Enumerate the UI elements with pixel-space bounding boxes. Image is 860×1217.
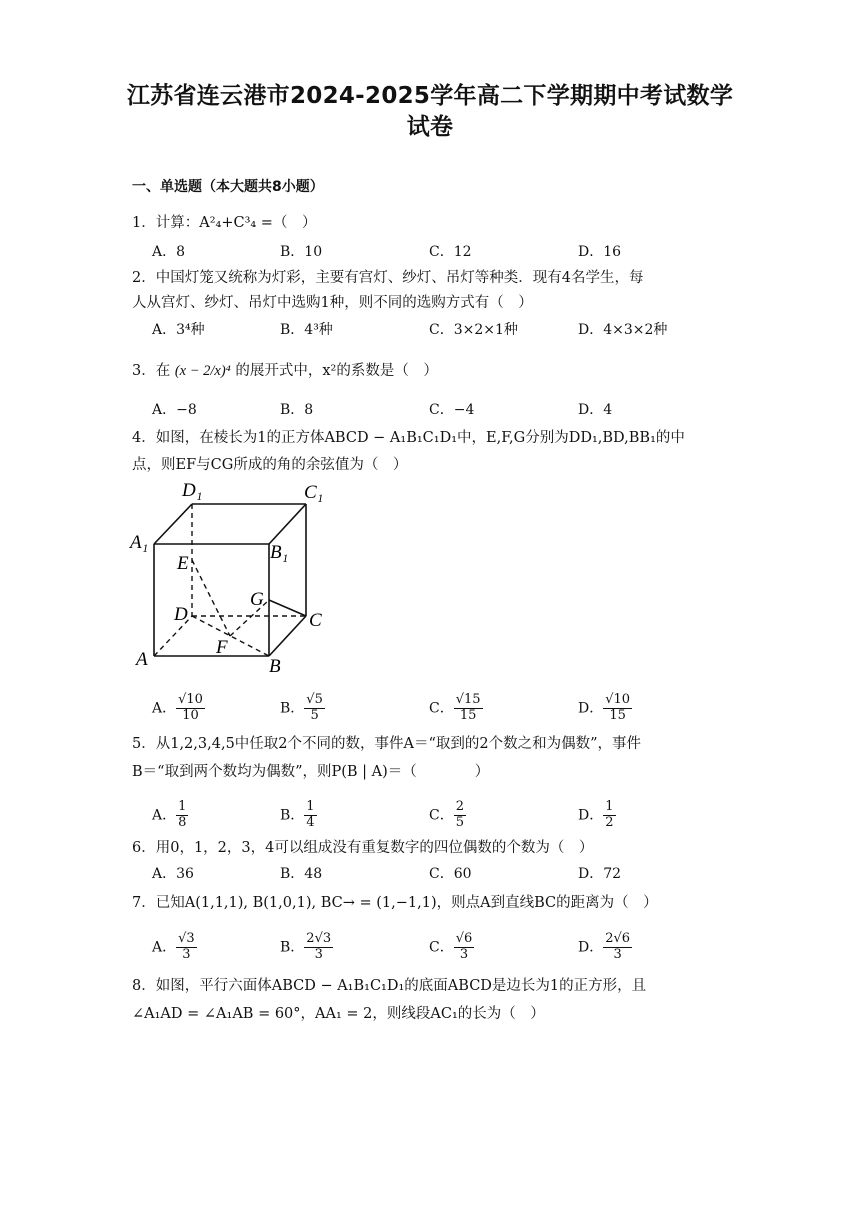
question-4-options (152, 692, 712, 723)
vertex-label-d1: D₁ (182, 480, 203, 501)
option-b: B． $\frac{1}{4}$ (280, 799, 315, 830)
question-3-prefix: 3．在 (132, 363, 171, 379)
point-label-f: F (216, 637, 228, 658)
question-2-line2: 人从宫灯、纱灯、吊灯中选购1种，则不同的选购方式有（ ） (132, 295, 533, 311)
exam-title-line2: 试卷 (406, 114, 454, 140)
option-b: B．4³种 (280, 322, 333, 338)
question-1: 1．计算：A²₄+C³₄ =（ ） (132, 215, 317, 231)
section-heading: 一、单选题（本大题共8小题） (132, 179, 324, 195)
vertex-label-a: A (136, 649, 148, 670)
question-4-line1: 4．如图，在棱长为1的正方体ABCD − A₁B₁C₁D₁中，E,F,G分别为DD₁,BD,BB₁的中 (132, 430, 685, 446)
vertex-label-b: B (269, 656, 281, 677)
option-d: D． $\frac{√10}{15}$ (578, 692, 631, 723)
option-d: D． $\frac{1}{2}$ (578, 799, 614, 830)
exam-title-line1: 江苏省连云港市2024-2025学年高二下学期期中考试数学 (126, 83, 734, 109)
option-a: A．36 (152, 866, 194, 882)
question-3-expression: (x − 2/x)⁴ (174, 363, 231, 379)
question-7-options (152, 931, 712, 962)
question-3-suffix: 的展开式中，x²的系数是（ ） (235, 363, 438, 379)
vertex-label-a1: A₁ (130, 532, 149, 553)
option-d: D．72 (578, 866, 622, 882)
question-2-line1: 2．中国灯笼又统称为灯彩，主要有宫灯、纱灯、吊灯等种类．现有4名学生，每 (132, 270, 644, 286)
option-c: C．12 (429, 244, 472, 260)
option-b: B． $\frac{√5}{5}$ (280, 692, 323, 723)
cube-figure (128, 478, 338, 678)
option-a: A．3⁴种 (152, 322, 205, 338)
option-d: D．4 (578, 402, 613, 418)
option-c: C．60 (429, 866, 472, 882)
point-label-g: G (250, 589, 264, 610)
option-a: A．8 (152, 244, 186, 260)
question-5-line1: 5．从1,2,3,4,5中任取2个不同的数，事件A＝“取到的2个数之和为偶数”，事件 (132, 736, 642, 752)
option-b: B． $\frac{2√3}{3}$ (280, 931, 332, 962)
question-5-options (152, 799, 712, 830)
option-c: C．3×2×1种 (429, 322, 518, 338)
question-8-line1: 8．如图，平行六面体ABCD − A₁B₁C₁D₁的底面ABCD是边长为1的正方形，且 (132, 978, 647, 994)
question-5-line2: B＝“取到两个数均为偶数”，则P(B | A)＝（ ） (132, 764, 490, 780)
question-4-line2: 点，则EF与CG所成的角的余弦值为（ ） (132, 457, 408, 473)
option-d: D．16 (578, 244, 622, 260)
option-c: C． $\frac{√6}{3}$ (429, 931, 473, 962)
question-3-options (152, 399, 712, 423)
option-b: B．8 (280, 402, 314, 418)
vertex-label-b1: B₁ (270, 542, 289, 563)
question-2-options (152, 319, 712, 343)
question-1-options (152, 241, 712, 265)
option-c: C．−4 (429, 402, 475, 418)
question-8-line2: ∠A₁AD = ∠A₁AB = 60°，AA₁ = 2，则线段AC₁的长为（ ） (132, 1006, 545, 1022)
point-label-e: E (177, 553, 189, 574)
option-b: B．10 (280, 244, 323, 260)
vertex-label-d: D (174, 604, 188, 625)
question-6: 6．用0，1，2，3，4可以组成没有重复数字的四位偶数的个数为（ ） (132, 840, 594, 856)
option-c: C． $\frac{2}{5}$ (429, 799, 464, 830)
question-6-options (152, 863, 712, 887)
option-a: A． $\frac{1}{8}$ (152, 799, 187, 830)
option-c: C． $\frac{√15}{15}$ (429, 692, 481, 723)
option-d: D． $\frac{2√6}{3}$ (578, 931, 631, 962)
option-a: A． $\frac{√3}{3}$ (152, 931, 195, 962)
vertex-label-c1: C₁ (304, 482, 324, 503)
option-a: A．−8 (152, 402, 197, 418)
option-a: A． $\frac{√10}{10}$ (152, 692, 203, 723)
question-3 (132, 359, 438, 380)
question-7: 7．已知A(1,1,1), B(1,0,1), BC→ = (1,−1,1)，则点A到直线BC的距离为（ ） (132, 895, 658, 911)
vertex-label-c: C (309, 610, 322, 631)
option-b: B．48 (280, 866, 323, 882)
option-d: D．4×3×2种 (578, 322, 668, 338)
